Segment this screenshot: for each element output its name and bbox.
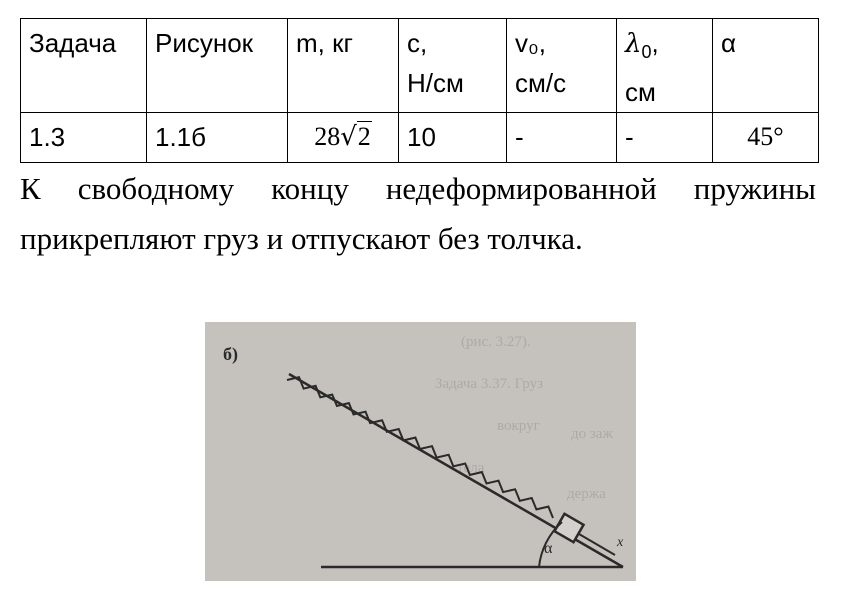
header-task: Задача bbox=[21, 19, 147, 113]
angle-label-alpha: α bbox=[544, 540, 553, 557]
cell-stiffness: 10 bbox=[399, 113, 507, 163]
problem-statement: К свободному концу недеформированной пружины прикрепляют груз и отпускают без толчка. bbox=[20, 171, 816, 256]
bg-text-3: вокруг bbox=[497, 418, 540, 434]
table-header-row bbox=[21, 19, 819, 113]
bg-text-6: держа bbox=[567, 486, 606, 502]
cell-alpha: 45° bbox=[713, 113, 819, 163]
bg-text-1: (рис. 3.27). bbox=[461, 334, 531, 350]
header-figure: Рисунок bbox=[147, 19, 288, 113]
header-lambda: $\lambda_0$, см bbox=[617, 19, 713, 113]
spring bbox=[287, 377, 553, 518]
cell-velocity: - bbox=[507, 113, 617, 163]
cell-mass: 28√2 bbox=[288, 113, 399, 163]
cell-lambda: - bbox=[617, 113, 713, 163]
cell-task: 1.3 bbox=[21, 113, 147, 163]
lambda-symbol: λ bbox=[625, 29, 642, 59]
load-block bbox=[554, 514, 583, 542]
header-mass: m, кг bbox=[288, 19, 399, 113]
header-velocity: v₀, см/с bbox=[507, 19, 617, 113]
table-row bbox=[21, 113, 819, 163]
cell-figure: 1.1б bbox=[147, 113, 288, 163]
header-stiffness: c, Н/см bbox=[399, 19, 507, 113]
bg-text-5: тела bbox=[457, 460, 485, 476]
figure-spring-incline bbox=[205, 322, 636, 581]
figure-label: б) bbox=[223, 344, 238, 364]
bg-text-2: Задача 3.37. Груз bbox=[435, 376, 544, 392]
header-alpha: α bbox=[713, 19, 819, 113]
sqrt-expression: √2 bbox=[340, 122, 371, 153]
axis-label-x: x bbox=[617, 535, 624, 550]
task-table bbox=[20, 18, 819, 163]
bg-text-4: до заж bbox=[571, 426, 613, 442]
